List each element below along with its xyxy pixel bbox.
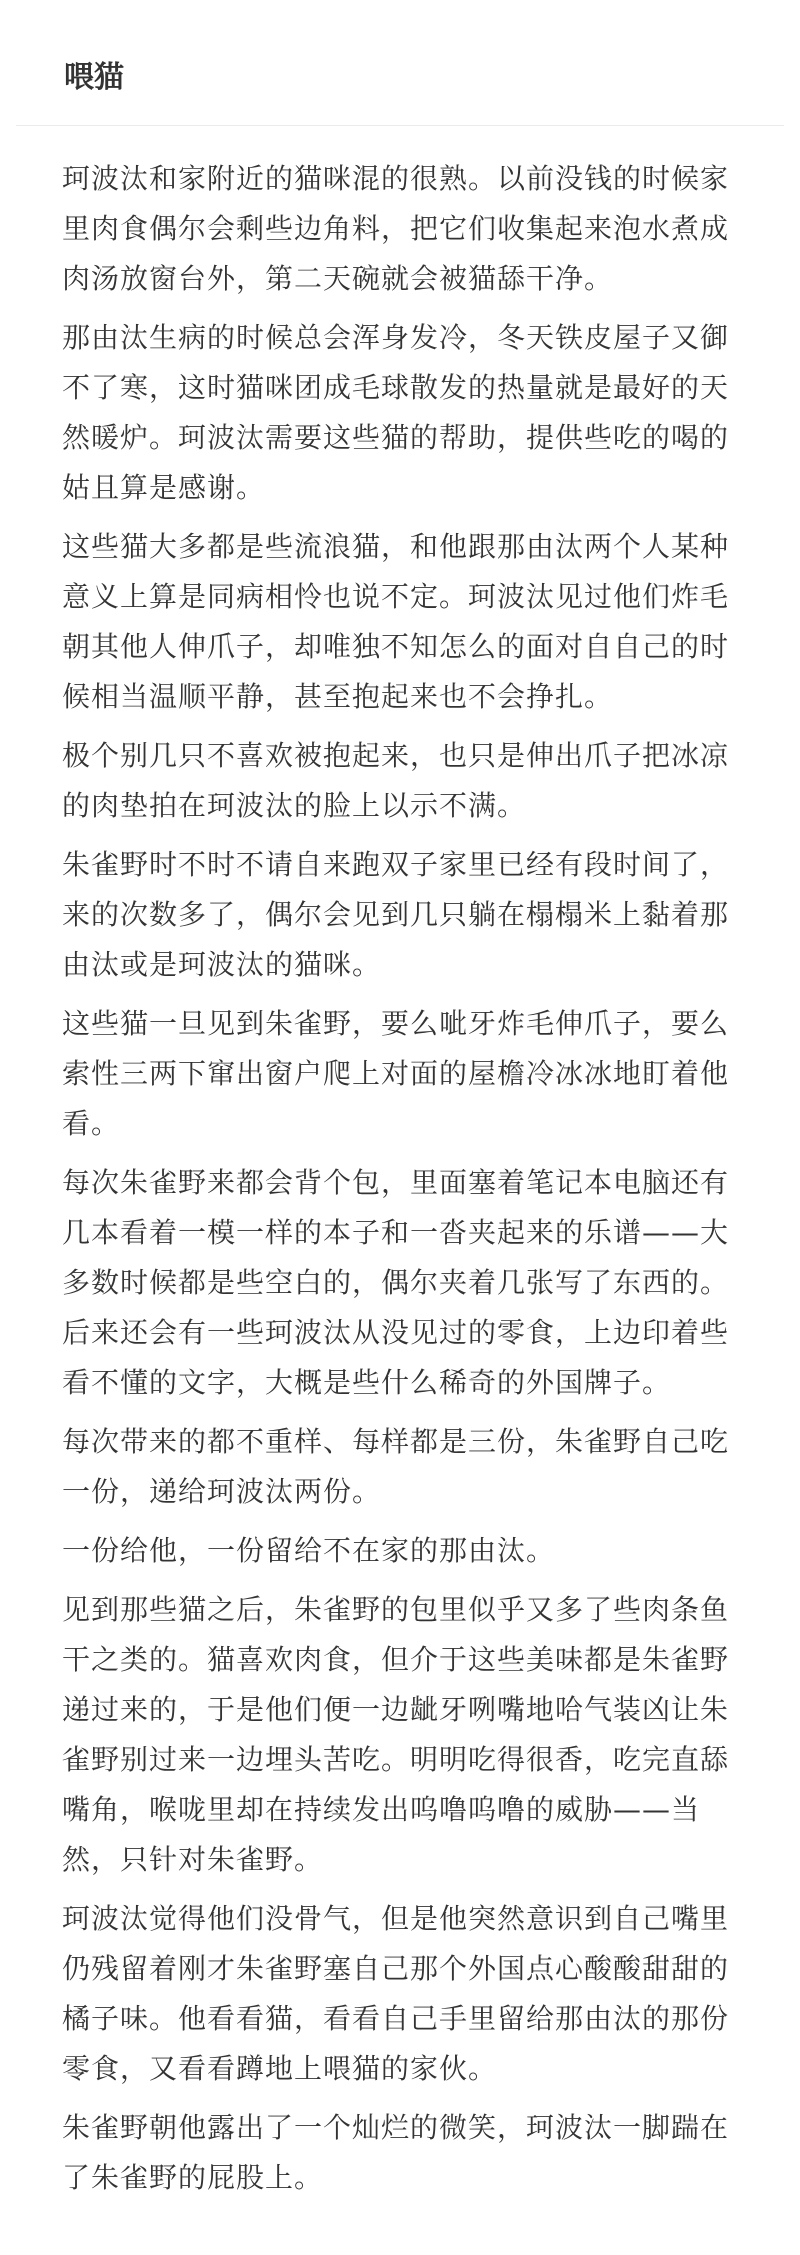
paragraph: 一份给他，一份留给不在家的那由汰。 xyxy=(62,1534,556,1567)
paragraph: 每次带来的都不重样、每样都是三份，朱雀野自己吃一份，递给珂波汰两份。 xyxy=(62,1425,730,1508)
header-divider xyxy=(16,125,784,126)
paragraph: 见到那些猫之后，朱雀野的包里似乎又多了些肉条鱼干之类的。猫喜欢肉食，但介于这些美味都是朱雀野递过来的，于是他们便一边龇牙咧嘴地哈气装凶让朱雀野别过来一边埋头苦吃。明明吃得很香，吃完直舔嘴角，喉咙里却在持续发出呜噜呜噜的威胁——当然，只针对朱雀野。 xyxy=(62,1593,730,1876)
paragraph: 珂波汰觉得他们没骨气，但是他突然意识到自己嘴里仍残留着刚才朱雀野塞自己那个外国点心酸酸甜甜的橘子味。他看看猫，看看自己手里留给那由汰的那份零食，又看看蹲地上喂猫的家伙。 xyxy=(62,1902,730,2085)
paragraph: 朱雀野时不时不请自来跑双子家里已经有段时间了，来的次数多了，偶尔会见到几只躺在榻榻米上黏着那由汰或是珂波汰的猫咪。 xyxy=(62,848,730,981)
page-title: 喂猫 xyxy=(64,60,124,95)
page-header xyxy=(0,0,800,126)
paragraph: 这些猫一旦见到朱雀野，要么呲牙炸毛伸爪子，要么索性三两下窜出窗户爬上对面的屋檐冷冰冰地盯着他看。 xyxy=(62,1007,730,1140)
paragraph: 每次朱雀野来都会背个包，里面塞着笔记本电脑还有几本看着一模一样的本子和一沓夹起来的乐谱——大多数时候都是些空白的，偶尔夹着几张写了东西的。后来还会有一些珂波汰从没见过的零食，上边印着些看不懂的文字，大概是些什么稀奇的外国牌子。 xyxy=(62,1166,730,1399)
paragraph: 朱雀野朝他露出了一个灿烂的微笑，珂波汰一脚踹在了朱雀野的屁股上。 xyxy=(62,2111,730,2194)
paragraph: 那由汰生病的时候总会浑身发冷，冬天铁皮屋子又御不了寒，这时猫咪团成毛球散发的热量就是最好的天然暖炉。珂波汰需要这些猫的帮助，提供些吃的喝的姑且算是感谢。 xyxy=(62,321,730,504)
article-body xyxy=(62,154,738,2212)
paragraph: 极个别几只不喜欢被抱起来，也只是伸出爪子把冰凉的肉垫拍在珂波汰的脸上以示不满。 xyxy=(62,739,730,822)
paragraph: 这些猫大多都是些流浪猫，和他跟那由汰两个人某种意义上算是同病相怜也说不定。珂波汰见过他们炸毛朝其他人伸爪子，却唯独不知怎么的面对自自己的时候相当温顺平静，甚至抱起来也不会挣扎。 xyxy=(62,530,730,713)
paragraph: 珂波汰和家附近的猫咪混的很熟。以前没钱的时候家里肉食偶尔会剩些边角料，把它们收集起来泡水煮成肉汤放窗台外，第二天碗就会被猫舔干净。 xyxy=(62,162,730,295)
